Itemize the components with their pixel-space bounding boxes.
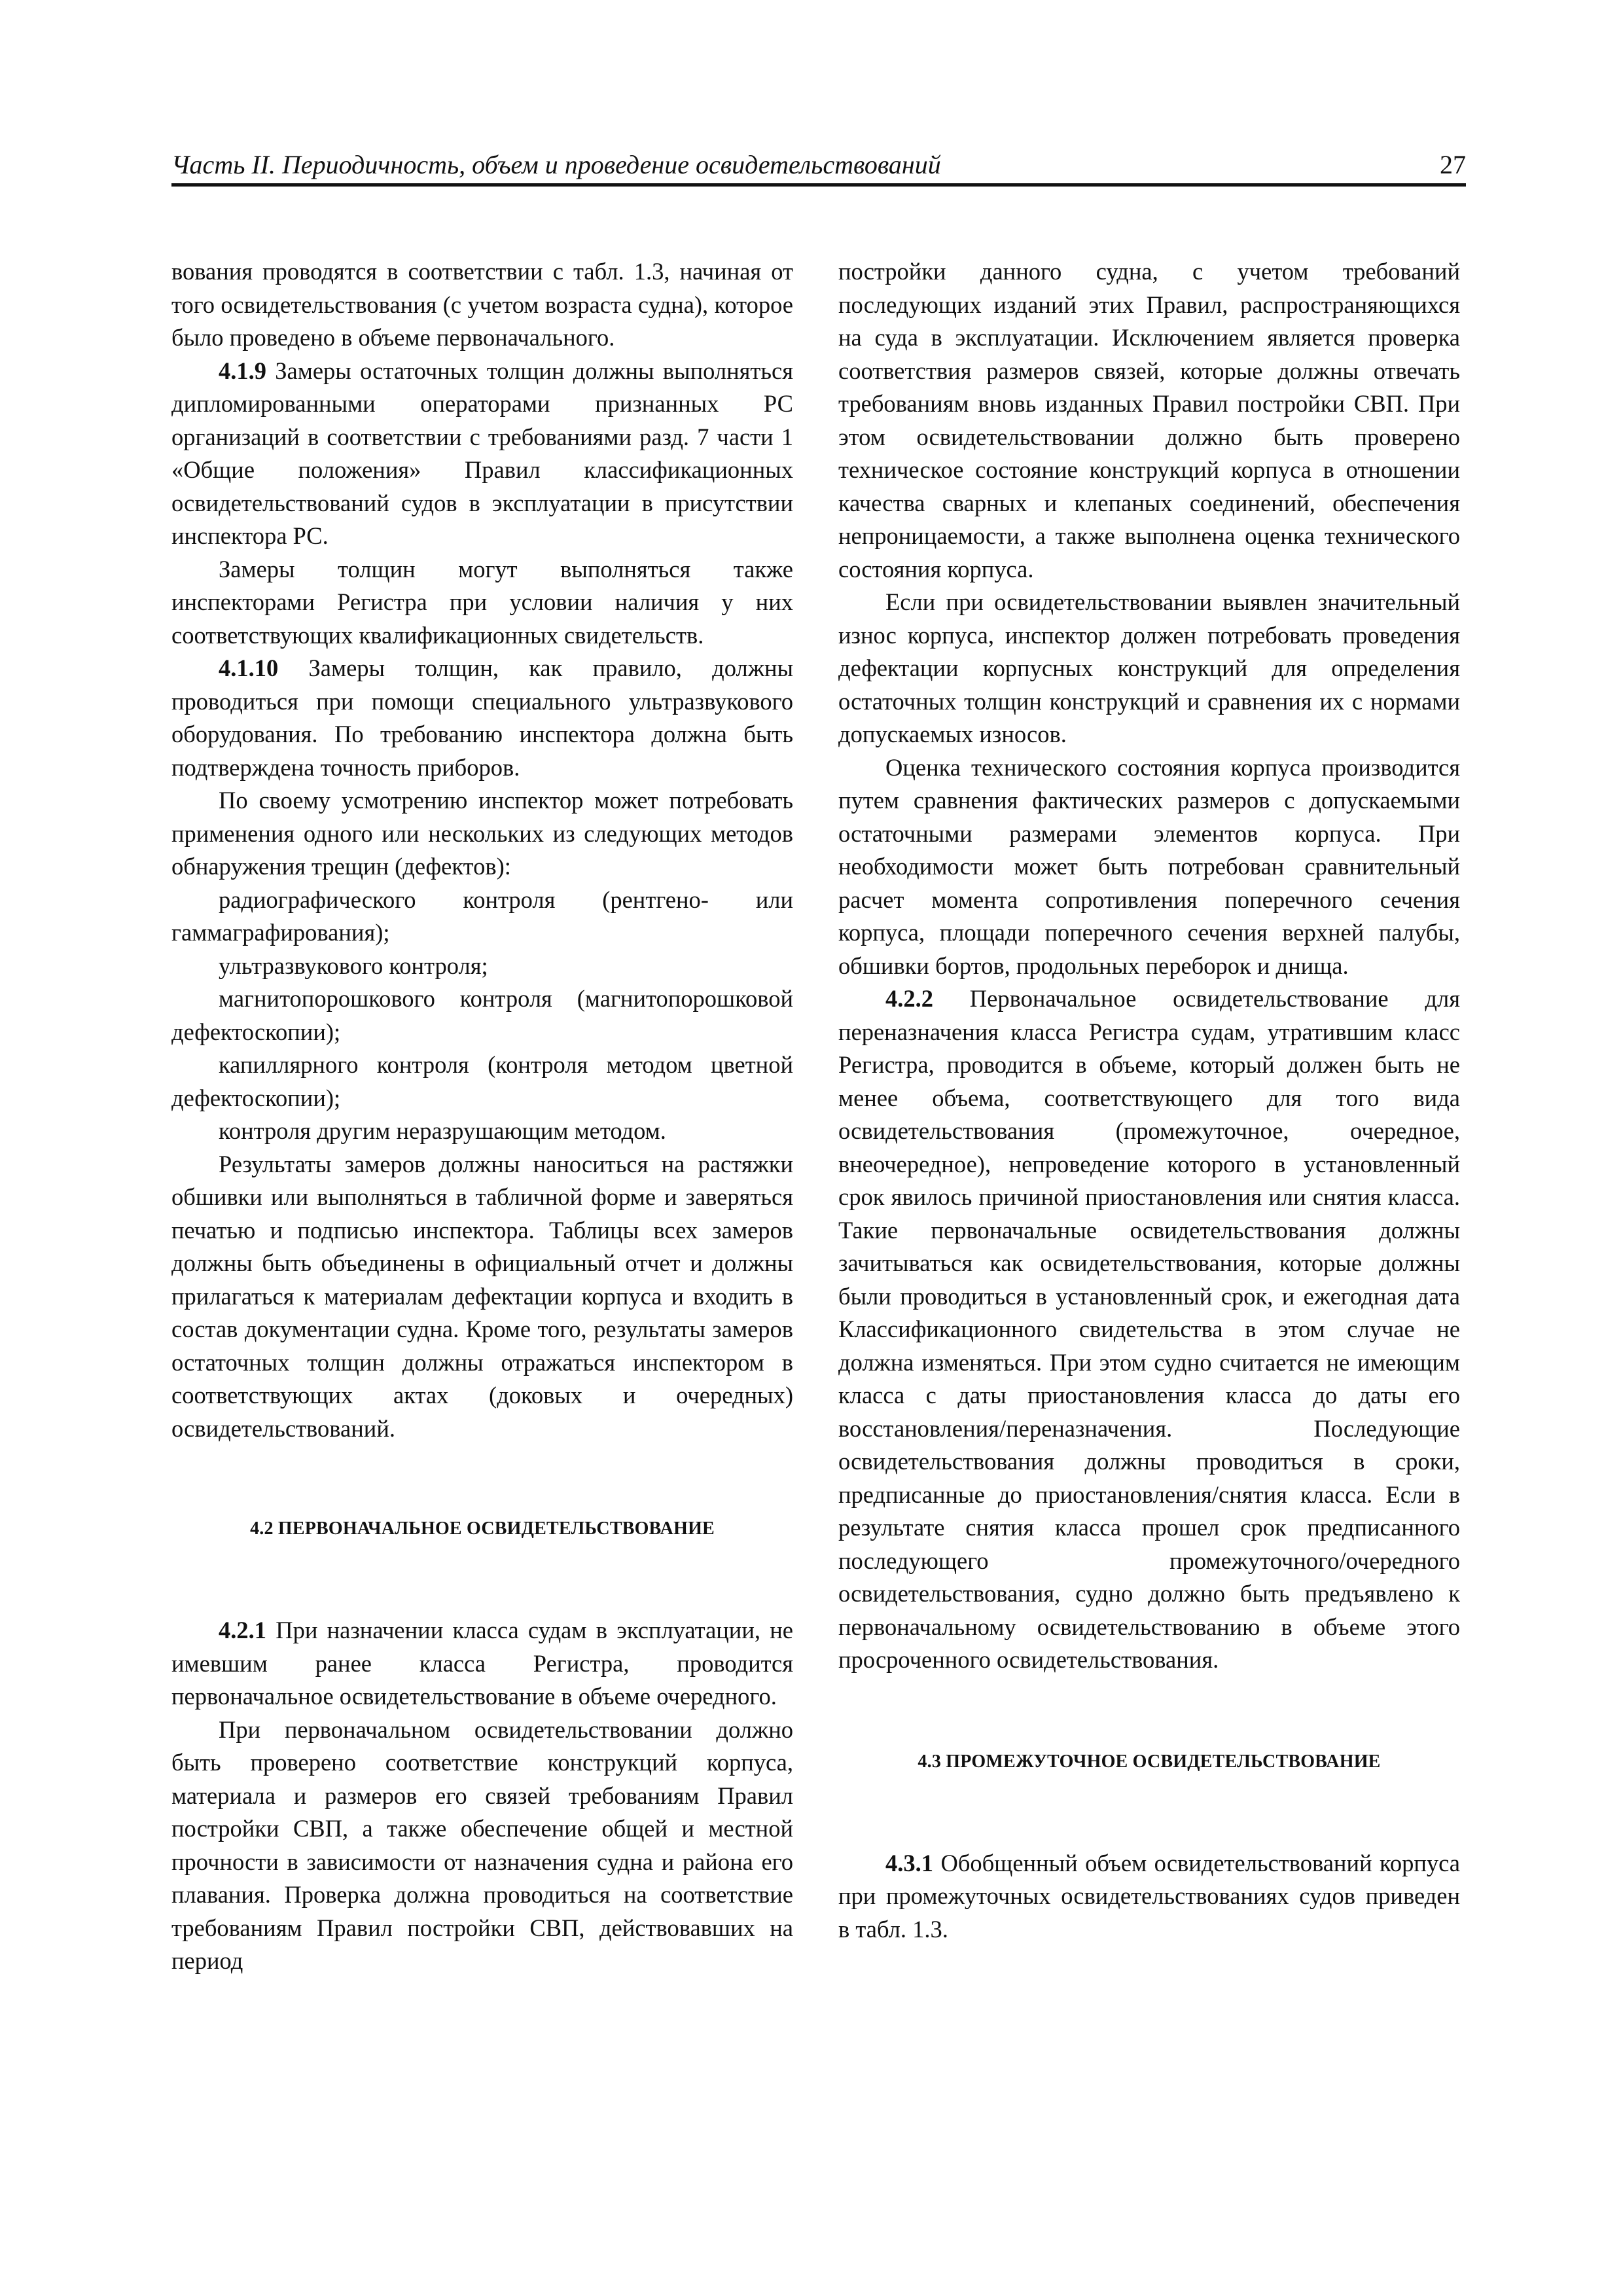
- list-item: контроля другим неразрушающим методом.: [219, 1117, 666, 1144]
- clause-number: 4.2.2: [885, 985, 933, 1012]
- paragraph: вования проводятся в соответствии с табл. 1.3, начиная от того освидетельствования (с учетом возраста судна), которое было проведено в объеме первоначального.: [171, 258, 793, 351]
- clause-number: 4.1.10: [219, 655, 279, 681]
- paragraph: Если при освидетельствовании выявлен значительный износ корпуса, инспектор должен потребовать проведения дефектации корпусных конструкций для определения остаточных толщин конструкций и сравнения их с нормами допускаемых износов.: [838, 588, 1460, 747]
- page-number: 27: [1440, 150, 1466, 179]
- paragraph-4-2-2: [838, 982, 1460, 1677]
- paragraph-4-1-9: [171, 355, 793, 553]
- list-item: капиллярного контроля (контроля методом цветной дефектоскопии);: [171, 1051, 793, 1111]
- clause-text: Замеры остаточных толщин должны выполняться дипломированными операторами признанных РС организаций в соответствии с требованиями разд. 7 части 1 «Общие положения» Правил классификационных освидетельствований судов в эксплуатации в присутствии инспектора РС.: [171, 357, 793, 549]
- list-item: магнитопорошкового контроля (магнитопорошковой дефектоскопии);: [171, 985, 793, 1045]
- paragraph: постройки данного судна, с учетом требований последующих изданий этих Правил, распространяющихся на суда в эксплуатации. Исключением является проверка соответствия размеров связей, которые должны отвечать требованиям вновь изданных Правил постройки СВП. При этом освидетельствовании должно быть проверено техническое состояние конструкций корпуса в отношении качества сварных и клепаных соединений, обеспечения непроницаемости, а также выполнена оценка технического состояния корпуса.: [838, 258, 1460, 583]
- paragraph: Замеры толщин могут выполняться также инспекторами Регистра при условии наличия у них соответствующих квалификационных свидетельств.: [171, 555, 793, 649]
- list-item: ультразвукового контроля;: [219, 952, 488, 979]
- clause-number: 4.1.9: [219, 357, 266, 384]
- left-column: [171, 255, 793, 1978]
- clause-number: 4.3.1: [885, 1849, 933, 1876]
- paragraph-4-1-10: [171, 652, 793, 784]
- right-column: [838, 255, 1460, 1946]
- section-heading-4-3: 4.3 ПРОМЕЖУТОЧНОЕ ОСВИДЕТЕЛЬСТВОВАНИЕ: [918, 1751, 1381, 1772]
- clause-text: При назначении класса судам в эксплуатации, не имевшим ранее класса Регистра, проводится первоначальное освидетельствование в объеме очередного.: [171, 1617, 793, 1710]
- section-heading-4-2: 4.2 ПЕРВОНАЧАЛЬНОЕ ОСВИДЕТЕЛЬСТВОВАНИЕ: [250, 1518, 715, 1539]
- paragraph-4-2-1: [171, 1614, 793, 1713]
- list-item: радиографического контроля (рентгено- или гаммаграфирования);: [171, 886, 793, 946]
- paragraph: Оценка технического состояния корпуса производится путем сравнения фактических размеров с допускаемыми остаточными размерами элементов корпуса. При необходимости может быть потребован сравнительный расчет момента сопротивления поперечного сечения корпуса, площади поперечного сечения верхней палубы, обшивки бортов, продольных переборок и днища.: [838, 753, 1460, 979]
- paragraph-4-3-1: [838, 1847, 1460, 1946]
- running-title: Часть II. Периодичность, объем и проведение освидетельствований: [171, 150, 941, 179]
- clause-text: Замеры толщин, как правило, должны проводиться при помощи специального ультразвукового оборудования. По требованию инспектора должна быть подтверждена точность приборов.: [171, 655, 793, 781]
- clause-text: Обобщенный объем освидетельствований корпуса при промежуточных освидетельствованиях судов приведен в табл. 1.3.: [838, 1849, 1460, 1943]
- clause-text: Первоначальное освидетельствование для переназначения класса Регистра судам, утратившим класс Регистра, проводится в объеме, который должен быть не менее объема, соответствующего для того вида освидетельствования (промежуточное, очередное, внеочередное), непроведение которого в установленный срок явилось причиной приостановления или снятия класса. Такие первоначальные освидетельствования должны зачитываться как освидетельствования, которые должны были проводиться в установленный срок, и ежегодная дата Классификационного свидетельства в этом случае не должна изменяться. При этом судно считается не имеющим класса с даты приостановления класса до даты его восстановления/переназначения. Последующие освидетельствования должны проводиться в сроки, предписанные до приостановления/снятия класса. Если в результате снятия класса прошел срок предписанного последующего промежуточного/очередного освидетельствования, судно должно быть предъявлено к первоначальному освидетельствованию в объеме этого просроченного освидетельствования.: [838, 985, 1460, 1673]
- page-header: [171, 143, 1466, 187]
- paragraph: По своему усмотрению инспектор может потребовать применения одного или нескольких из следующих методов обнаружения трещин (дефектов):: [171, 787, 793, 880]
- paragraph: Результаты замеров должны наноситься на растяжки обшивки или выполняться в табличной форме и заверяться печатью и подписью инспектора. Таблицы всех замеров должны быть объединены в официальный отчет и должны прилагаться к материалам дефектации корпуса и входить в состав документации судна. Кроме того, результаты замеров остаточных толщин должны отражаться инспектором в соответствующих актах (доковых и очередных) освидетельствований.: [171, 1150, 793, 1442]
- clause-number: 4.2.1: [219, 1617, 266, 1643]
- paragraph: При первоначальном освидетельствовании должно быть проверено соответствие конструкций корпуса, материала и размеров его связей требованиям Правил постройки СВП, а также обеспечение общей и местной прочности в зависимости от назначения судна и района его плавания. Проверка должна проводиться на соответствие требованиям Правил постройки СВП, действовавших на период: [171, 1715, 793, 1974]
